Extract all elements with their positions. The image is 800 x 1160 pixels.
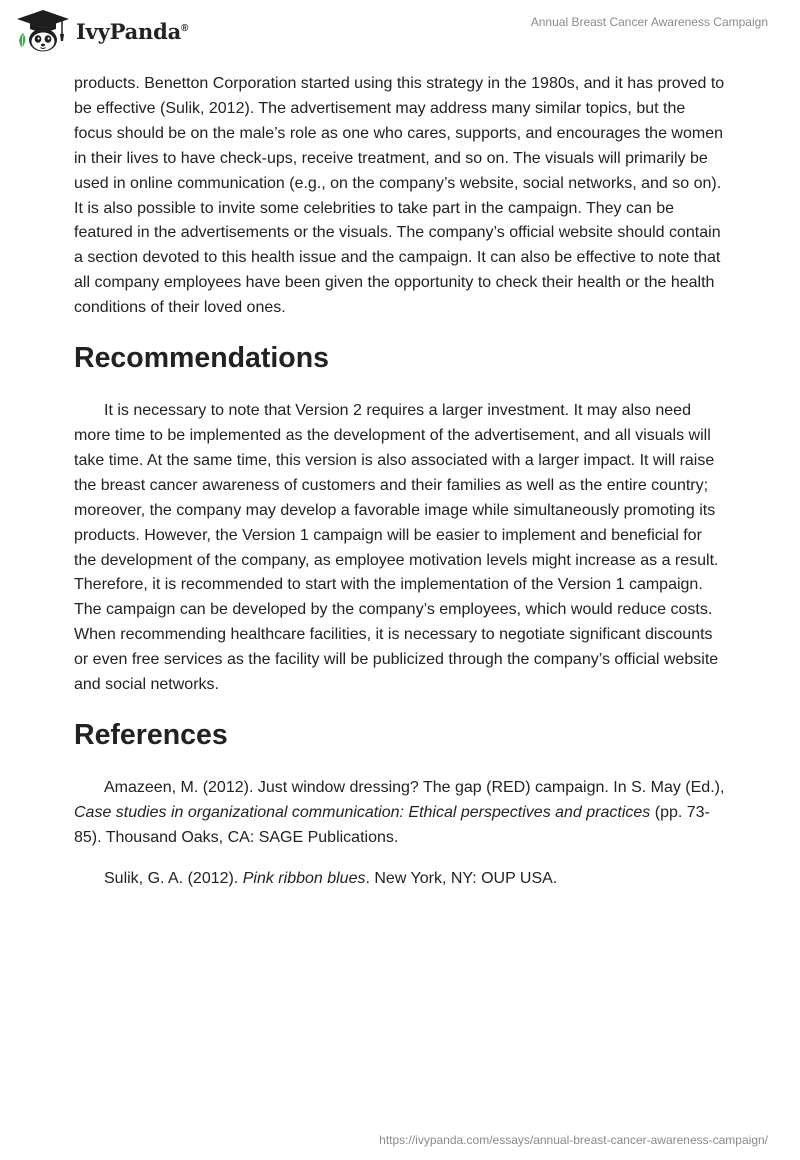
document-title: Annual Breast Cancer Awareness Campaign xyxy=(530,15,768,29)
recommendations-heading: Recommendations xyxy=(74,342,329,375)
intro-paragraph: products. Benetton Corporation started using this strategy in the 1980s, and it has proved to be effective (Sulik, 2012). The advertisement may address many similar topics, but the focus should be on the male’s role as one who cares, supports, and encourages the women in their lives to have check-ups, receive treatment, and so on. The visuals will primarily be used in online communication (e.g., on the company’s website, social networks, and so on). It is also possible to invite some celebrities to take part in the campaign. They can be featured in the advertisements or the visuals. The company’s official website should contain a section devoted to this health issue and the campaign. It can also be effective to note that all company employees have been given the opportunity to check their health or the health conditions of their loved ones. xyxy=(74,75,725,317)
source-url[interactable]: https://ivypanda.com/essays/annual-breast-cancer-awareness-campaign/ xyxy=(379,1133,768,1147)
page-header xyxy=(0,0,800,62)
essay-content xyxy=(74,72,726,908)
registered-mark: ® xyxy=(181,22,189,34)
ivypanda-logo[interactable] xyxy=(12,8,188,54)
reference-title: Pink ribbon blues xyxy=(242,869,366,887)
reference-item: Sulik, G. A. (2012). Pink ribbon blues. New York, NY: OUP USA. xyxy=(104,869,558,887)
reference-title: Case studies in organizational communication: Ethical perspectives and practices xyxy=(74,803,651,821)
brand-name: IvyPanda® xyxy=(76,18,189,44)
references-heading: References xyxy=(74,718,228,751)
reference-item: Amazeen, M. (2012). Just window dressing? The gap (RED) campaign. In S. May (Ed.), Case studies in organizational communication: Ethical perspectives and practices (pp. 73-85). Thousand Oaks, CA: SAGE Publications. xyxy=(74,778,725,846)
recommendations-paragraph: It is necessary to note that Version 2 requires a larger investment. It may also need more time to be implemented as the development of the advertisement, and all visuals will take time. At the same time, this version is also associated with a larger impact. It will raise the breast cancer awareness of customers and their families as well as the entire country; moreover, the company may develop a favorable image while simultaneously promoting its products. However, the Version 1 campaign will be easier to implement and beneficial for the development of the company, as employee motivation levels might increase as a result. Therefore, it is recommended to start with the implementation of the Version 1 campaign. The campaign can be developed by the company’s employees, which would reduce costs. When recommending healthcare facilities, it is necessary to negotiate significant discounts or even free services as the facility will be publicized through the company’s official website and social networks. xyxy=(74,402,719,694)
panda-graduate-icon xyxy=(12,8,74,54)
